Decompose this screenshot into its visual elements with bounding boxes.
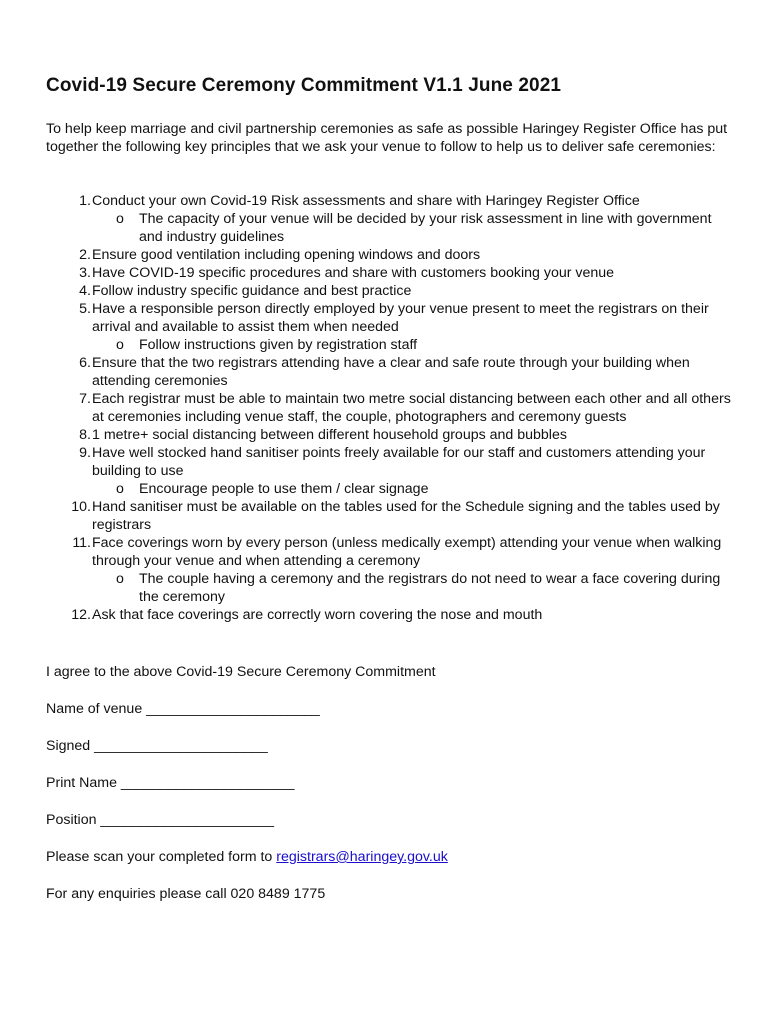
list-item-number — [46, 246, 92, 264]
list-item-text: Have COVID-19 specific procedures and share with customers booking your venue — [92, 265, 615, 281]
enquiries-line: For any enquiries please call 020 8489 1775 — [46, 886, 326, 902]
venue-name-field[interactable]: Name of venue ______________________ — [46, 701, 320, 717]
list-item-number — [46, 300, 92, 354]
list-item-body — [92, 498, 736, 534]
list-item-text: 1 metre+ social distancing between different household groups and bubbles — [92, 427, 567, 443]
bullet-icon: o — [116, 211, 124, 227]
registrars-email-link[interactable]: registrars@haringey.gov.uk — [276, 849, 448, 865]
list-item — [46, 192, 736, 246]
list-item-body — [92, 606, 736, 624]
list-item — [46, 444, 736, 498]
list-item — [46, 282, 736, 300]
list-item-text: Hand sanitiser must be available on the tables used for the Schedule signing and the tables used by registrars — [92, 499, 720, 533]
list-item — [46, 426, 736, 444]
list-item-number-text: 3. — [79, 265, 91, 281]
list-item-number-text: 10. — [71, 499, 91, 515]
bullet-icon: o — [116, 337, 124, 353]
list-item-number — [46, 264, 92, 282]
print-name-field[interactable]: Print Name ______________________ — [46, 775, 295, 791]
bullet-icon: o — [116, 481, 124, 497]
principles-list — [46, 192, 736, 624]
list-item-number — [46, 426, 92, 444]
list-item-body — [92, 246, 736, 264]
list-item-number-text: 4. — [79, 283, 91, 299]
list-item-number — [46, 534, 92, 606]
list-item-body — [92, 192, 736, 246]
list-item-number-text: 9. — [79, 445, 91, 461]
list-item — [46, 498, 736, 534]
list-item-number — [46, 192, 92, 246]
list-item-number-text: 6. — [79, 355, 91, 371]
list-item-number-text: 1. — [79, 193, 91, 209]
list-item-text: Have a responsible person directly employed by your venue present to meet the registrars on their arrival and available to assist them when needed — [92, 301, 709, 335]
list-item-text: Conduct your own Covid-19 Risk assessments and share with Haringey Register Office — [92, 193, 640, 209]
list-item-number-text: 11. — [72, 535, 91, 551]
list-item-number-text: 5. — [79, 301, 91, 317]
list-item-body — [92, 354, 736, 390]
list-item-body — [92, 444, 736, 498]
list-item-body — [92, 534, 736, 606]
list-item-number — [46, 498, 92, 534]
list-item-number-text: 8. — [79, 427, 91, 443]
list-item-body — [92, 282, 736, 300]
list-item-body — [92, 426, 736, 444]
sub-list-item — [116, 336, 736, 354]
list-item-number — [46, 390, 92, 426]
position-field[interactable]: Position ______________________ — [46, 812, 275, 828]
list-item — [46, 264, 736, 282]
sub-list-item-text: The capacity of your venue will be decided by your risk assessment in line with government and industry guidelines — [139, 211, 712, 245]
sub-list-item — [116, 480, 736, 498]
list-item-text: Have well stocked hand sanitiser points freely available for our staff and customers attending your building to use — [92, 445, 706, 479]
list-item-number — [46, 444, 92, 498]
list-item-text: Ask that face coverings are correctly worn covering the nose and mouth — [92, 607, 543, 623]
sub-list-item — [116, 210, 736, 246]
scan-instructions — [46, 848, 448, 866]
sub-list-item-text: Follow instructions given by registration staff — [139, 337, 418, 353]
list-item — [46, 300, 736, 354]
list-item-body — [92, 300, 736, 354]
list-item — [46, 534, 736, 606]
list-item — [46, 390, 736, 426]
list-item — [46, 354, 736, 390]
bullet-icon: o — [116, 571, 124, 587]
list-item-body — [92, 390, 736, 426]
list-item — [46, 246, 736, 264]
list-item-text: Face coverings worn by every person (unless medically exempt) attending your venue when walking through your venue and when attending a ceremony — [92, 535, 722, 569]
list-item-number — [46, 354, 92, 390]
list-item-number-text: 7. — [79, 391, 91, 407]
list-item-body — [92, 264, 736, 282]
list-item — [46, 606, 736, 624]
list-item-text: Each registrar must be able to maintain two metre social distancing between each other and all others at ceremonies including venue staff, the couple, photographers and ceremony guests — [92, 391, 731, 425]
list-item-text: Ensure that the two registrars attending have a clear and safe route through your building when attending ceremonies — [92, 355, 690, 389]
list-item-number — [46, 282, 92, 300]
list-item-number-text: 12. — [71, 607, 91, 623]
list-item-text: Follow industry specific guidance and best practice — [92, 283, 412, 299]
intro-paragraph: To help keep marriage and civil partnership ceremonies as safe as possible Haringey Register Office has put together the following key principles that we ask your venue to follow to help us to deliver safe ceremonies: — [46, 121, 728, 155]
signature-field[interactable]: Signed ______________________ — [46, 738, 268, 754]
document-title: Covid-19 Secure Ceremony Commitment V1.1 June 2021 — [46, 75, 562, 96]
agreement-statement: I agree to the above Covid-19 Secure Ceremony Commitment — [46, 664, 436, 680]
list-item-text: Ensure good ventilation including opening windows and doors — [92, 247, 481, 263]
scan-instructions-text: Please scan your completed form to — [46, 849, 277, 865]
list-item-number-text: 2. — [79, 247, 91, 263]
list-item-number — [46, 606, 92, 624]
sub-list-item-text: The couple having a ceremony and the registrars do not need to wear a face covering during the ceremony — [139, 571, 721, 605]
sub-list-item-text: Encourage people to use them / clear signage — [139, 481, 429, 497]
sub-list-item — [116, 570, 736, 606]
